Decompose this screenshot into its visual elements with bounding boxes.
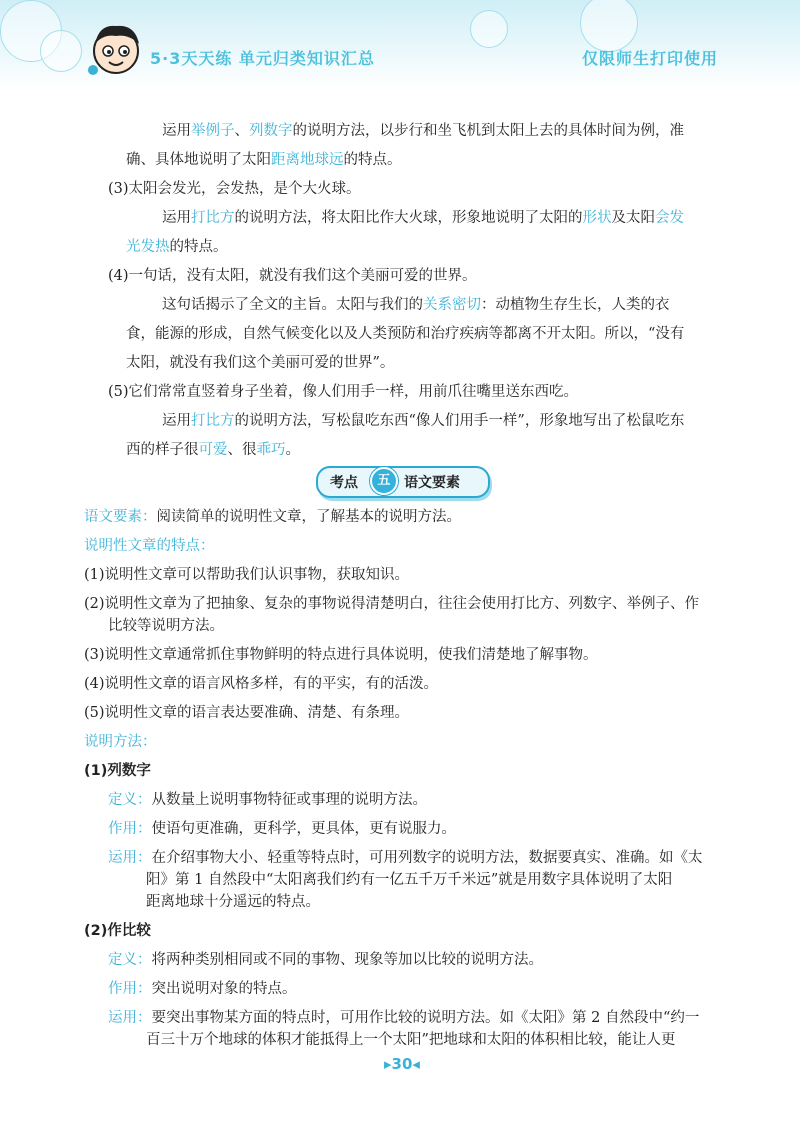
- features-heading: 说明性文章的特点：: [84, 538, 215, 554]
- feature-item: (5)说明性文章的语言表达要准确、清楚、有条理。: [84, 705, 410, 721]
- method-application-cont: 阳》第 1 自然段中“太阳离我们约有一亿五千万千米远”就是用数字具体说明了太阳: [146, 872, 673, 888]
- decor-bubble: [470, 10, 508, 48]
- feature-item: (4)说明性文章的语言风格多样，有的平实，有的活泼。: [84, 676, 439, 692]
- section-label: 考点: [330, 475, 358, 491]
- brand-title: 5·3天天练 单元归类知识汇总: [150, 49, 375, 68]
- question-line: (5)它们常常直竖着身子坐着，像人们用手一样，用前爪往嘴里送东西吃。: [108, 384, 579, 400]
- section-title: 语文要素: [404, 475, 460, 491]
- page-marker-right-icon: ◂: [412, 1055, 420, 1073]
- method-application: 运用：要突出事物某方面的特点时，可用作比较的说明方法。如《太阳》第 2 自然段中“约一: [108, 1010, 700, 1026]
- method-definition: 定义：将两种类别相同或不同的事物、现象等加以比较的说明方法。: [108, 952, 543, 968]
- paragraph-line: 确、具体地说明了太阳距离地球远的特点。: [126, 152, 402, 168]
- elements-line: 语文要素：阅读简单的说明性文章，了解基本的说明方法。: [84, 509, 461, 525]
- paragraph-line: 运用打比方的说明方法，将太阳比作大火球，形象地说明了太阳的形状及太阳会发: [162, 210, 684, 226]
- feature-item: (2)说明性文章为了把抽象、复杂的事物说得清楚明白，往往会使用打比方、列数字、举例子、作: [84, 596, 700, 612]
- page-number: ▸30◂: [384, 1055, 420, 1073]
- paragraph-line: 西的样子很可爱、很乖巧。: [126, 442, 300, 458]
- method-title: (1)列数字: [84, 763, 151, 779]
- feature-item-cont: 比较等说明方法。: [108, 618, 224, 634]
- paragraph-line: 食，能源的形成，自然气候变化以及人类预防和治疗疾病等都离不开太阳。所以，“没有: [126, 326, 685, 342]
- section-number-badge: 五: [370, 467, 398, 495]
- feature-item: (3)说明性文章通常抓住事物鲜明的特点进行具体说明，使我们清楚地了解事物。: [84, 647, 598, 663]
- question-line: (4)一句话，没有太阳，就没有我们这个美丽可爱的世界。: [108, 268, 477, 284]
- method-function: 作用：突出说明对象的特点。: [108, 981, 297, 997]
- method-application-cont: 百三十万个地球的体积才能抵得上一个太阳”把地球和太阳的体积相比较，能让人更: [146, 1032, 676, 1048]
- mascot-icon: [85, 18, 147, 80]
- question-line: (3)太阳会发光，会发热，是个大火球。: [108, 181, 361, 197]
- section-banner: [316, 466, 490, 498]
- method-title: (2)作比较: [84, 923, 151, 939]
- feature-item: (1)说明性文章可以帮助我们认识事物，获取知识。: [84, 567, 410, 583]
- decor-bubble: [40, 30, 82, 72]
- paragraph-line: 光发热的特点。: [126, 239, 228, 255]
- method-function: 作用：使语句更准确，更科学，更具体，更有说服力。: [108, 821, 456, 837]
- method-application: 运用：在介绍事物大小、轻重等特点时，可用列数字的说明方法，数据要真实、准确。如《太: [108, 850, 703, 866]
- paragraph-line: 太阳，就没有我们这个美丽可爱的世界”。: [126, 355, 395, 371]
- method-application-cont: 距离地球十分遥远的特点。: [146, 894, 320, 910]
- paragraph-line: 运用举例子、列数字的说明方法，以步行和坐飞机到太阳上去的具体时间为例，准: [162, 123, 684, 139]
- page-marker-left-icon: ▸: [384, 1055, 392, 1073]
- method-definition: 定义：从数量上说明事物特征或事理的说明方法。: [108, 792, 427, 808]
- print-notice: 仅限师生打印使用: [581, 49, 718, 68]
- methods-heading: 说明方法：: [84, 734, 157, 750]
- paragraph-line: 运用打比方的说明方法，写松鼠吃东西“像人们用手一样”，形象地写出了松鼠吃东: [162, 413, 685, 429]
- paragraph-line: 这句话揭示了全文的主旨。太阳与我们的关系密切：动植物生存生长，人类的衣: [162, 297, 670, 313]
